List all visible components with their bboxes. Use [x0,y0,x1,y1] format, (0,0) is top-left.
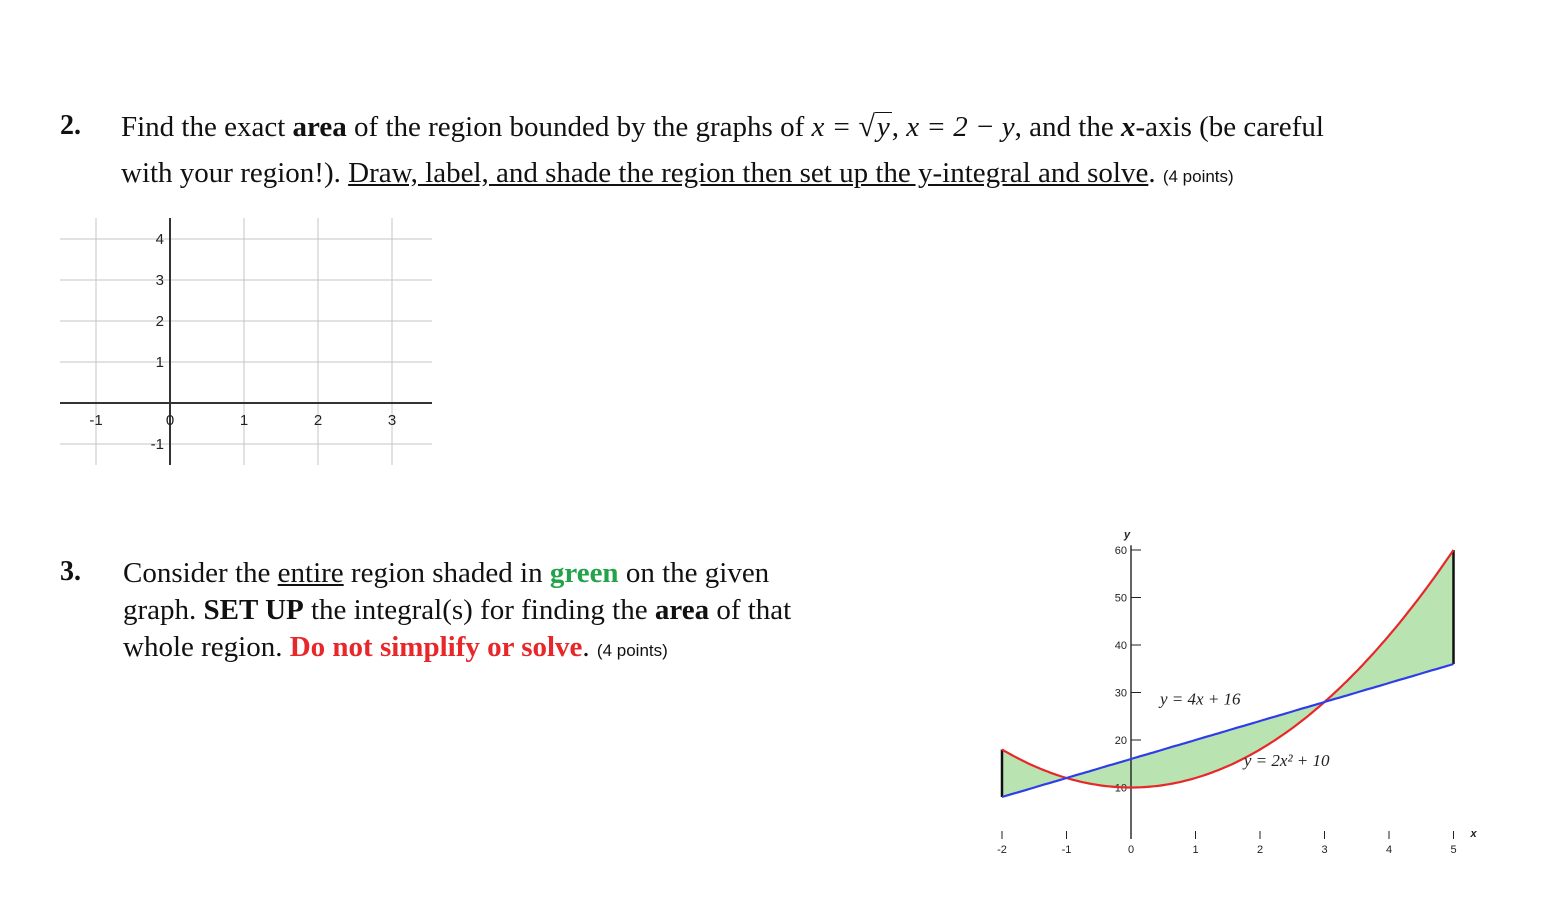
q3-text-d: graph. [123,594,204,626]
chart-y-tick-label: 50 [1114,592,1127,605]
grid-y-tick-label: 2 [155,313,164,330]
chart-y-tick-label: 20 [1114,735,1127,747]
line-equation-label: y = 4x + 16 [1160,689,1241,709]
q2-eq2: x = 2 − y [906,111,1015,143]
chart-x-tick-label: -1 [1061,844,1072,856]
q2-eq1-lhs: x = [811,111,859,143]
chart-x-tick-label: 4 [1385,844,1393,856]
grid-x-tick-label: 1 [239,412,249,429]
line-curve [1002,664,1454,797]
q3-green-word: green [549,557,619,589]
grid-x-tick-label: 0 [165,412,175,429]
parabola-equation-label: y = 2x² + 10 [1243,751,1330,771]
shaded-region [1002,550,1454,797]
chart-y-tick-label: 10 [1114,782,1127,795]
q3-text-g: whole region. [123,631,290,663]
chart-x-axis-label: x [1470,828,1477,840]
question-3-number: 3. [60,556,81,587]
q3-text-h: . [582,631,590,663]
q3-points: (4 points) [596,641,668,660]
grid-x-tick-label: 3 [387,412,397,429]
q3-text-b: region shaded in [343,557,550,589]
chart-y-tick-label: 60 [1114,545,1127,557]
chart-y-tick-label: 40 [1114,640,1127,652]
q3-text-a: Consider the [123,557,278,589]
q2-text-e: with your region!). [121,157,349,189]
q3-underlined-entire: entire [277,557,344,589]
chart-x-tick-label: -2 [997,844,1007,856]
q2-text-b: of the region bounded by the graphs of [346,111,812,143]
q2-text-f: . [1148,157,1156,189]
q2-underlined-instruction: Draw, label, and shade the region then set up the y-integral and solve [348,157,1149,189]
grid-y-tick-label: 3 [155,272,164,289]
q2-points: (4 points) [1162,167,1234,186]
chart-x-tick-label: 0 [1127,844,1135,856]
chart-x-tick-label: 5 [1450,844,1457,856]
q2-bold-area: area [292,111,347,143]
grid-y-tick-label: 4 [155,231,164,248]
grid-x-tick-label: -1 [89,412,103,429]
q2-text-c: , and the [1014,111,1121,143]
q3-text-c: on the given [618,557,770,589]
grid-x-tick-label: 2 [313,412,323,429]
q3-red-warning: Do not simplify or solve [289,631,583,663]
sqrt-sign-icon: √ [858,110,875,143]
q2-text-a: Find the exact [121,111,293,143]
chart-x-tick-label: 1 [1192,844,1199,856]
q2-eq1-radicand: y [876,111,890,143]
q3-text-f: of that [709,594,792,626]
q2-text-d: -axis (be careful [1135,111,1324,143]
q3-bold-setup: SET UP [203,594,304,626]
chart-y-tick-label: 30 [1114,687,1127,700]
q3-text-e: the integral(s) for finding the [303,594,655,626]
question-2-number: 2. [60,110,81,141]
grid-y-tick-label: -1 [150,436,164,453]
q2-bold-x: x [1120,111,1136,143]
chart-y-axis-label: y [1123,529,1131,541]
chart-x-tick-label: 2 [1256,844,1264,856]
chart-x-tick-label: 3 [1321,844,1328,856]
q3-bold-area: area [654,594,710,626]
q2-sep: , [891,111,907,143]
grid-y-tick-label: 1 [155,354,164,371]
